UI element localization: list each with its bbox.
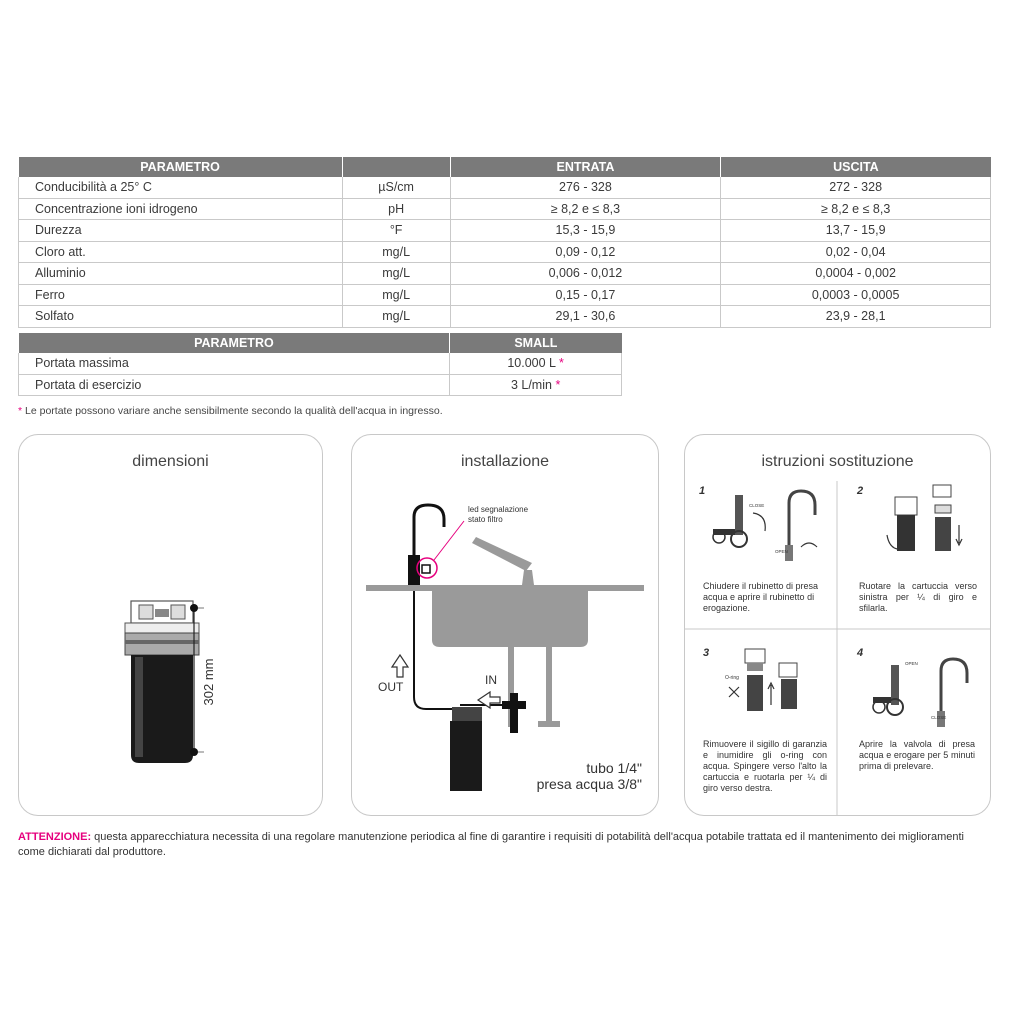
param-in: 276 - 328 [450,177,721,198]
param-unit: µS/cm [342,177,450,198]
param-name: Alluminio [19,263,343,285]
panel-title: istruzioni sostituzione [761,453,914,470]
flow-value-text: 10.000 L [507,356,556,371]
param-out: 272 - 328 [721,177,991,198]
param-in: 15,3 - 15,9 [450,220,721,242]
param-out: ≥ 8,2 e ≤ 8,3 [721,198,991,220]
param-unit: °F [342,220,450,242]
step-number: 2 [857,485,864,497]
header-parametro: PARAMETRO [19,157,343,177]
step-number: 4 [857,647,864,659]
out-label: OUT [378,680,404,694]
oring-label: O-ring [725,675,739,681]
cartridge-dimension-drawing [19,435,322,815]
param-in: 0,006 - 0,012 [450,263,721,285]
footnote-text: Le portate possono variare anche sensibilmente secondo la qualità dell'acqua in ingresso. [22,405,443,417]
param-out: 23,9 - 28,1 [721,306,991,328]
param-name: Concentrazione ioni idrogeno [19,198,343,220]
step1-drawing [713,491,817,561]
param-name: Solfato [19,306,343,328]
height-label: 302 mm [201,658,216,706]
presa-label: presa acqua 3/8" [536,776,642,792]
warning-body: questa apparecchiatura necessita di una regolare manutenzione periodica al fine di garantire i requisiti di potabilità dell'acqua potabile trattata ed il mantenimento dei miglioramenti come dichiarati dal produttore. [18,831,964,858]
water-parameters-table [18,157,991,328]
table-header-row [19,333,622,353]
panel-dimensioni [18,434,323,816]
table-row [19,198,991,220]
table-row [19,284,991,306]
param-in: 0,09 - 0,12 [450,241,721,263]
table-row [19,220,991,242]
param-in: 29,1 - 30,6 [450,306,721,328]
param-name: Cloro att. [19,241,343,263]
led-label-line1: led segnalazione [468,505,529,514]
flow-value [450,374,622,396]
table-row [19,374,622,396]
flow-name: Portata massima [19,353,450,374]
param-unit: mg/L [342,263,450,285]
header-unit [342,157,450,177]
step-number: 3 [703,647,710,659]
param-in: 0,15 - 0,17 [450,284,721,306]
param-unit: pH [342,198,450,220]
param-unit: mg/L [342,284,450,306]
table-header-row [19,157,991,177]
open-label: OPEN [905,661,918,666]
param-name: Conducibilità a 25° C [19,177,343,198]
table-row [19,177,991,198]
step-text: Aprire la valvola di presa acqua e erogare per 5 minuti prima di prelevare. [859,739,975,771]
warning-text [18,830,993,860]
flow-value [450,353,622,374]
close-label: CLOSE [931,715,947,720]
table-row [19,241,991,263]
param-in: ≥ 8,2 e ≤ 8,3 [450,198,721,220]
flow-rate-table [18,333,622,396]
footnote-star: * [18,405,23,417]
panel-istruzioni [684,434,991,816]
param-unit: mg/L [342,306,450,328]
header-small: SMALL [450,333,622,353]
step-text: Chiudere il rubinetto di presa acqua e aprire il rubinetto di erogazione. [703,581,819,613]
step3-drawing [725,649,797,711]
param-out: 0,0003 - 0,0005 [721,284,991,306]
step-text: Rimuovere il sigillo di garanzia e inumidire gli o-ring con acqua. Spingere verso l'alto la cartuccia e ruotarla per ¼ di giro verso destra. [703,739,827,793]
led-label-line2: stato filtro [468,515,503,524]
param-name: Ferro [19,284,343,306]
flow-star: * [559,356,564,371]
table-row [19,353,622,374]
flow-name: Portata di esercizio [19,374,450,396]
header-parametro: PARAMETRO [19,333,450,353]
param-unit: mg/L [342,241,450,263]
flow-value-text: 3 L/min [510,377,552,392]
param-name: Durezza [19,220,343,242]
footnote [18,405,443,417]
close-label: CLOSE [749,503,765,508]
in-label: IN [485,673,497,687]
step-number: 1 [699,485,706,497]
param-out: 0,02 - 0,04 [721,241,991,263]
header-entrata: ENTRATA [450,157,721,177]
param-out: 13,7 - 15,9 [721,220,991,242]
warning-label: ATTENZIONE: [18,831,92,843]
tubo-label: tubo 1/4" [586,760,642,776]
panel-installazione [351,434,659,816]
table-row [19,263,991,285]
table-row [19,306,991,328]
flow-star: * [555,377,561,392]
header-uscita: USCITA [721,157,991,177]
param-out: 0,0004 - 0,002 [721,263,991,285]
step2-drawing [887,485,962,551]
open-label: OPEN [775,549,788,554]
step4-drawing [873,659,967,727]
panel-title: dimensioni [132,453,209,470]
installation-drawing [352,435,658,815]
panel-title: installazione [460,453,550,470]
step-text: Ruotare la cartuccia verso sinistra per ¼ di giro e sfilarla. [859,581,977,613]
